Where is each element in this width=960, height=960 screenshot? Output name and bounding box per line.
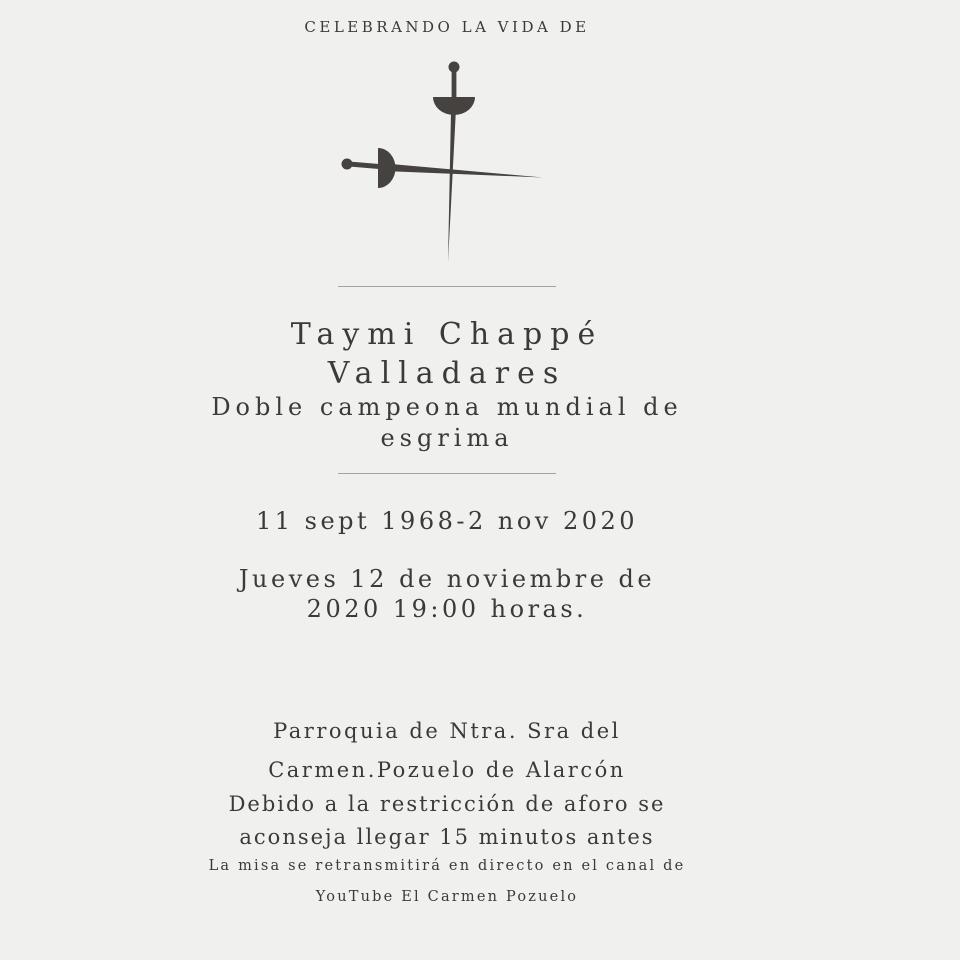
event-date-line2: 2020 19:00 horas. bbox=[306, 595, 588, 623]
venue-line2: Carmen.Pozuelo de Alarcón bbox=[268, 758, 626, 782]
capacity-notice-line2: aconseja llegar 15 minutos antes bbox=[239, 825, 655, 849]
streaming-notice-line2: YouTube El Carmen Pozuelo bbox=[315, 889, 579, 905]
sword-blade bbox=[380, 163, 543, 178]
lifespan-dates: 11 sept 1968-2 nov 2020 bbox=[255, 507, 639, 535]
sword-grip bbox=[349, 162, 379, 170]
streaming-notice-line1: La misa se retransmitirá en directo en el canal de bbox=[208, 858, 686, 874]
eyebrow-text: CELEBRANDO LA VIDA DE bbox=[304, 18, 590, 36]
deceased-title-line1: Doble campeona mundial de bbox=[211, 393, 683, 421]
crossed-fencing-swords-icon bbox=[330, 56, 570, 268]
deceased-name-line1: Taymi Chappé bbox=[290, 317, 604, 352]
deceased-name-line2: Valladares bbox=[327, 356, 567, 391]
divider-bottom bbox=[338, 473, 556, 474]
sword-blade bbox=[448, 97, 457, 262]
deceased-title-line2: esgrima bbox=[380, 424, 514, 452]
divider-top bbox=[338, 286, 556, 287]
venue-line1: Parroquia de Ntra. Sra del bbox=[273, 719, 621, 743]
event-date-line1: Jueves 12 de noviembre de bbox=[238, 565, 656, 593]
sword-grip bbox=[452, 70, 457, 98]
capacity-notice-line1: Debido a la restricción de aforo se bbox=[228, 792, 666, 816]
